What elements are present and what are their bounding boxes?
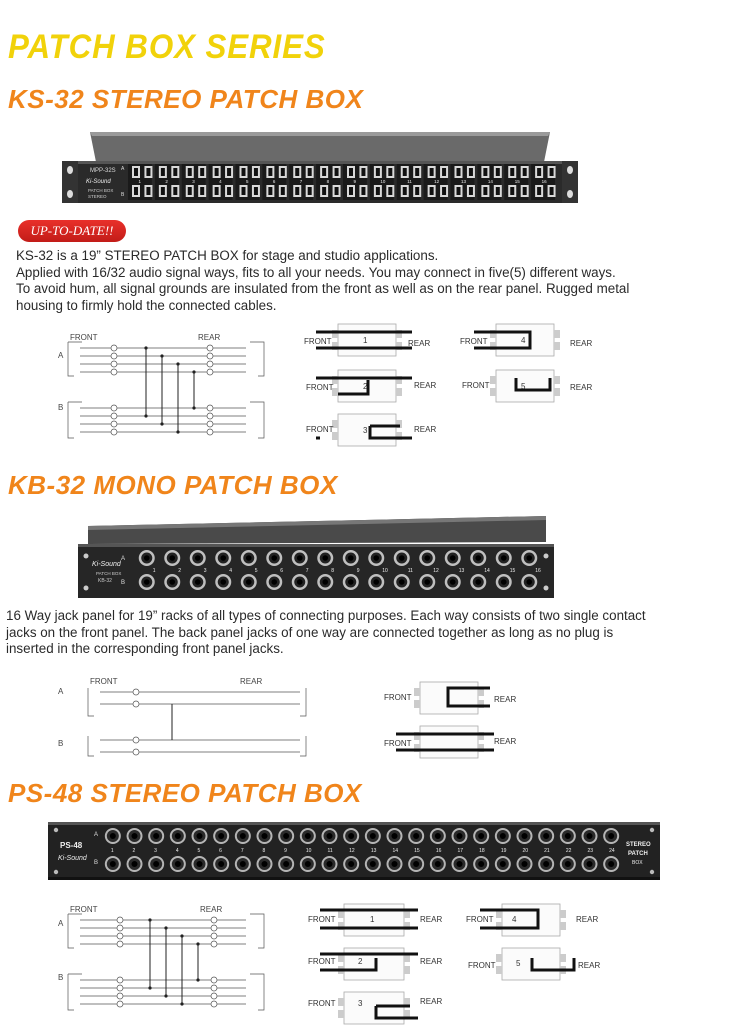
ks32-jack-hole: [173, 187, 177, 195]
ps48-jack-hole: [305, 833, 311, 839]
ks32-jack-hole: [227, 168, 231, 176]
ps48-channel-number: 7: [240, 848, 244, 854]
ks32-jack-hole: [308, 168, 312, 176]
kb32-jack-hole: [373, 579, 379, 585]
ks32-jack-hole: [388, 168, 392, 176]
kb32-jack-hole: [246, 579, 252, 585]
ks32-panel-model: MPP-32S: [90, 168, 116, 174]
ks32-mode1-rear: REAR: [408, 339, 431, 348]
ks32-channel-number: 13: [460, 179, 466, 184]
ks32-jack-hole: [281, 187, 285, 195]
kb32-schem-b: B: [58, 739, 64, 748]
ps48-channel-number: 12: [349, 848, 355, 854]
ps48-channel-number: 17: [457, 848, 464, 854]
ks32-mode4-front: FRONT: [460, 337, 488, 346]
kb32-jack-hole: [169, 555, 175, 561]
ks32-mode4-num: 4: [521, 336, 526, 345]
ps48-schem-front: FRONT: [70, 905, 98, 914]
ps48-jack-hole: [500, 861, 506, 867]
ks32-mode3-num: 3: [363, 426, 368, 435]
ks32-jack-hole: [227, 187, 231, 195]
kb32-channel-number: 3: [203, 568, 207, 574]
ks32-mode1-num: 1: [363, 336, 368, 345]
ps48-panel-model: PS-48: [60, 841, 83, 850]
ks32-jack-hole: [335, 187, 339, 195]
ps48-schem-rear: REAR: [200, 905, 223, 914]
ps48-jack-hole: [370, 833, 376, 839]
ks32-channel-number: 15: [514, 179, 520, 184]
ks32-channel-number: 5: [245, 179, 249, 184]
kb32-desc-line1: 16 Way jack panel for 19” racks of all types of connecting purposes. Each way consists of two single contact: [6, 608, 646, 623]
ps48-jack-hole: [392, 833, 398, 839]
ks32-schematic: [50, 330, 280, 445]
ks32-jack-hole: [308, 187, 312, 195]
kb32-panel-brand: Ki-Sound: [92, 561, 121, 568]
ps48-channel-number: 5: [197, 848, 201, 854]
ps48-mode1-rear: REAR: [420, 915, 443, 924]
ks32-jack-hole: [242, 168, 246, 176]
ks32-jack-hole: [415, 168, 419, 176]
ks32-channel-number: 1: [138, 179, 141, 184]
ps48-jack-hole: [543, 833, 549, 839]
ps48-channel-number: 18: [479, 848, 485, 854]
kb32-connection-modes: [380, 676, 540, 766]
ps48-jack-hole: [110, 861, 116, 867]
kb32-jack-hole: [475, 579, 481, 585]
ps48-jack-hole: [522, 861, 528, 867]
kb32-jack-hole: [271, 555, 277, 561]
ks32-jack-hole: [146, 168, 150, 176]
ks32-panel-brand: Ki-Sound: [86, 179, 111, 185]
ps48-jack-hole: [240, 861, 246, 867]
ks32-jack-hole: [161, 168, 165, 176]
ps48-channel-number: 23: [587, 848, 594, 854]
kb32-description: [6, 608, 726, 658]
ks32-connection-modes: [300, 318, 610, 448]
ks32-schem-rear: REAR: [198, 333, 221, 342]
ps48-jack-hole: [262, 861, 268, 867]
ks32-jack-hole: [188, 168, 192, 176]
ks32-jack-hole: [146, 187, 150, 195]
ks32-jack-hole: [295, 187, 299, 195]
kb32-jack-hole: [348, 555, 354, 561]
up-to-date-badge: UP-TO-DATE!!: [18, 220, 126, 242]
ps48-panel-right3: BOX: [632, 860, 643, 866]
ks32-panel-image: [60, 128, 580, 206]
ks32-row-a: A: [121, 166, 125, 172]
ps48-jack-hole: [587, 861, 593, 867]
kb32-schem-a: A: [58, 687, 64, 696]
ks32-jack-hole: [188, 187, 192, 195]
ks32-jack-hole: [415, 187, 419, 195]
ks32-jack-hole: [550, 187, 554, 195]
ps48-channel-number: 16: [435, 848, 442, 854]
ks32-panel-sub2: STEREO: [88, 194, 107, 199]
ps48-row-a: A: [94, 832, 99, 838]
kb32-title: KB-32 MONO PATCH BOX: [8, 470, 338, 500]
ks32-jack-hole: [510, 168, 514, 176]
ks32-mode2-num: 2: [363, 382, 368, 391]
ks32-jack-hole: [134, 187, 138, 195]
ks32-jack-hole: [510, 187, 514, 195]
ps48-jack-hole: [478, 833, 484, 839]
kb32-panel-sub: PATCH BOX: [96, 571, 122, 576]
ps48-jack-hole: [132, 833, 138, 839]
ks32-mode5-rear: REAR: [570, 383, 593, 392]
ps48-jack-hole: [327, 861, 333, 867]
ks32-jack-hole: [457, 187, 461, 195]
ks32-jack-hole: [361, 187, 365, 195]
kb32-jack-hole: [195, 555, 201, 561]
ks32-jack-hole: [376, 187, 380, 195]
ks32-jack-hole: [457, 168, 461, 176]
kb32-jack-hole: [501, 579, 507, 585]
ps48-jack-hole: [413, 861, 419, 867]
ps48-jack-hole: [132, 861, 138, 867]
ps48-mode5-rear: REAR: [578, 961, 601, 970]
kb32-channel-number: 11: [407, 568, 413, 574]
kb32-jack-hole: [526, 579, 532, 585]
ps48-channel-number: 10: [305, 848, 312, 854]
ks32-jack-hole: [430, 187, 434, 195]
ks32-jack-hole: [215, 168, 219, 176]
ks32-channel-number: 9: [353, 179, 356, 184]
ps48-jack-hole: [608, 833, 614, 839]
kb32-jack-hole: [322, 555, 328, 561]
kb32-jack-hole: [475, 555, 481, 561]
kb32-jack-hole: [399, 579, 405, 585]
kb32-schematic: [50, 676, 320, 758]
ks32-jack-hole: [483, 168, 487, 176]
ps48-jack-hole: [565, 833, 571, 839]
ps48-jack-hole: [153, 833, 159, 839]
ks32-channel-number: 12: [434, 179, 440, 184]
ps48-channel-number: 4: [175, 848, 179, 854]
ks32-jack-hole: [442, 187, 446, 195]
kb32-channel-number: 10: [382, 568, 388, 574]
ps48-mode2-num: 2: [358, 957, 363, 966]
ks32-row-b: B: [121, 192, 125, 198]
ps48-jack-hole: [370, 861, 376, 867]
ps48-jack-hole: [348, 861, 354, 867]
kb32-schem-front: FRONT: [90, 677, 118, 686]
ps48-mode3-front: FRONT: [308, 999, 336, 1008]
kb32-panel-image: [76, 514, 556, 600]
ps48-jack-hole: [478, 861, 484, 867]
ps48-jack-hole: [262, 833, 268, 839]
kb32-schem-rear: REAR: [240, 677, 263, 686]
ks32-panel-sub1: PATCH BOX: [88, 188, 114, 193]
kb32-jack-hole: [450, 555, 456, 561]
ps48-jack-hole: [392, 861, 398, 867]
kb32-mode1-rear: REAR: [494, 695, 517, 704]
ks32-jack-hole: [523, 187, 527, 195]
ps48-mode4-front: FRONT: [466, 915, 494, 924]
kb32-channel-number: 2: [178, 568, 182, 574]
ks32-jack-hole: [496, 168, 500, 176]
ks32-mode4-rear: REAR: [570, 339, 593, 348]
kb32-channel-number: 16: [535, 568, 541, 574]
ps48-channel-number: 21: [544, 848, 550, 854]
kb32-jack-hole: [297, 555, 303, 561]
ps48-channel-number: 1: [110, 848, 114, 854]
ps48-mode5-num: 5: [516, 959, 521, 968]
ps48-row-b: B: [94, 860, 99, 866]
ks32-channel-number: 7: [299, 179, 303, 184]
kb32-row-a: A: [121, 556, 126, 562]
kb32-channel-number: 12: [433, 568, 439, 574]
ps48-jack-hole: [283, 833, 289, 839]
ks32-mode3-front: FRONT: [306, 425, 334, 434]
ps48-jack-hole: [435, 833, 441, 839]
kb32-jack-hole: [246, 555, 252, 561]
ks32-jack-hole: [254, 187, 258, 195]
ps48-jack-hole: [240, 833, 246, 839]
ks32-jack-hole: [268, 168, 272, 176]
ks32-jack-hole: [322, 168, 326, 176]
ks32-mode5-front: FRONT: [462, 381, 490, 390]
kb32-jack-hole: [144, 579, 150, 585]
ps48-jack-hole: [110, 833, 116, 839]
ks32-channel-number: 14: [487, 179, 493, 184]
ks32-jack-hole: [361, 168, 365, 176]
ks32-jack-hole: [483, 187, 487, 195]
ps48-jack-hole: [197, 861, 203, 867]
ps48-schematic: [50, 902, 280, 1017]
series-title: PATCH BOX SERIES: [8, 28, 326, 66]
kb32-channel-number: 6: [280, 568, 284, 574]
ps48-jack-hole: [218, 833, 224, 839]
kb32-jack-hole: [424, 555, 430, 561]
ps48-mode1-front: FRONT: [308, 915, 336, 924]
ps48-schem-a: A: [58, 919, 64, 928]
ps48-panel-image: [48, 820, 660, 882]
ps48-channel-number: 20: [522, 848, 529, 854]
ps48-mode3-num: 3: [358, 999, 363, 1008]
kb32-jack-hole: [399, 555, 405, 561]
ks32-title: KS-32 STEREO PATCH BOX: [8, 84, 364, 114]
ps48-jack-hole: [175, 861, 181, 867]
ks32-jack-hole: [388, 187, 392, 195]
kb32-jack-hole: [220, 579, 226, 585]
ks32-desc-line2: Applied with 16/32 audio signal ways, fits to all your needs. You may connect in five(5) different ways.: [16, 264, 616, 280]
ps48-jack-hole: [522, 833, 528, 839]
kb32-jack-hole: [348, 579, 354, 585]
kb32-jack-hole: [450, 579, 456, 585]
ks32-jack-hole: [442, 168, 446, 176]
ps48-jack-hole: [175, 833, 181, 839]
kb32-jack-hole: [271, 579, 277, 585]
ps48-jack-hole: [197, 833, 203, 839]
ps48-jack-hole: [500, 833, 506, 839]
ks32-description: [16, 248, 726, 314]
ks32-jack-hole: [281, 168, 285, 176]
ps48-jack-hole: [305, 861, 311, 867]
kb32-channel-number: 1: [152, 568, 156, 574]
kb32-mode2-rear: REAR: [494, 737, 517, 746]
ps48-jack-hole: [565, 861, 571, 867]
ks32-jack-hole: [430, 168, 434, 176]
kb32-jack-hole: [169, 579, 175, 585]
ks32-jack-hole: [469, 168, 473, 176]
ks32-channel-number: 16: [541, 179, 547, 184]
ks32-jack-hole: [161, 187, 165, 195]
kb32-channel-number: 4: [229, 568, 233, 574]
ks32-jack-hole: [134, 168, 138, 176]
kb32-channel-number: 14: [484, 568, 490, 574]
ks32-jack-hole: [523, 168, 527, 176]
ks32-jack-hole: [322, 187, 326, 195]
kb32-panel-model: KB-32: [98, 578, 112, 584]
ps48-channel-number: 2: [132, 848, 136, 854]
kb32-desc-line3: inserted in the corresponding front panel jacks.: [6, 641, 284, 656]
ks32-desc-line1: KS-32 is a 19” STEREO PATCH BOX for stage and studio applications.: [16, 248, 439, 263]
ks32-jack-hole: [254, 168, 258, 176]
ks32-channel-number: 10: [380, 179, 386, 184]
kb32-channel-number: 7: [305, 568, 309, 574]
ps48-channel-number: 13: [370, 848, 377, 854]
ps48-mode2-rear: REAR: [420, 957, 443, 966]
ps48-channel-number: 3: [154, 848, 157, 854]
ps48-mode4-num: 4: [512, 915, 517, 924]
ks32-jack-hole: [215, 187, 219, 195]
ks32-channel-number: 8: [326, 179, 330, 184]
ks32-mode1-front: FRONT: [304, 337, 332, 346]
ps48-panel-brand: Ki-Sound: [58, 855, 87, 862]
kb32-channel-number: 9: [356, 568, 360, 574]
ks32-mode3-rear: REAR: [414, 425, 437, 434]
ks32-jack-hole: [200, 168, 204, 176]
ps48-mode1-num: 1: [370, 915, 375, 924]
ks32-mode2-rear: REAR: [414, 381, 437, 390]
ps48-schem-b: B: [58, 973, 64, 982]
kb32-channel-number: 5: [254, 568, 258, 574]
ks32-jack-hole: [349, 187, 353, 195]
ps48-channel-number: 9: [284, 848, 287, 854]
ks32-jack-hole: [537, 187, 541, 195]
ks32-mode2-front: FRONT: [306, 383, 334, 392]
ps48-mode3-rear: REAR: [420, 997, 443, 1006]
kb32-jack-hole: [220, 555, 226, 561]
kb32-desc-line2: jacks on the front panel. The back panel jacks of one way are connected together as long as no plug is: [6, 624, 614, 640]
kb32-jack-hole: [501, 555, 507, 561]
kb32-jack-hole: [297, 579, 303, 585]
ps48-jack-hole: [348, 833, 354, 839]
ks32-jack-hole: [537, 168, 541, 176]
ps48-jack-hole: [327, 833, 333, 839]
kb32-jack-hole: [322, 579, 328, 585]
kb32-channel-number: 8: [331, 568, 335, 574]
ks32-jack-hole: [469, 187, 473, 195]
kb32-jack-hole: [144, 555, 150, 561]
kb32-jack-hole: [373, 555, 379, 561]
ps48-jack-hole: [457, 861, 463, 867]
ks32-jack-hole: [242, 187, 246, 195]
ps48-jack-hole: [153, 861, 159, 867]
ps48-channel-number: 19: [500, 848, 507, 854]
ps48-jack-hole: [435, 861, 441, 867]
ps48-jack-hole: [413, 833, 419, 839]
ks32-jack-hole: [335, 168, 339, 176]
ks32-jack-hole: [550, 168, 554, 176]
ks32-jack-hole: [376, 168, 380, 176]
ps48-panel-right2: PATCH: [628, 851, 648, 857]
ps48-mode5-front: FRONT: [468, 961, 496, 970]
ks32-jack-hole: [268, 187, 272, 195]
ps48-mode2-front: FRONT: [308, 957, 336, 966]
ps48-channel-number: 6: [219, 848, 222, 854]
kb32-row-b: B: [121, 580, 126, 586]
ks32-channel-number: 11: [407, 179, 412, 184]
ps48-jack-hole: [587, 833, 593, 839]
ks32-schem-a: A: [58, 351, 64, 360]
ps48-jack-hole: [283, 861, 289, 867]
ks32-schem-front: FRONT: [70, 333, 98, 342]
ps48-jack-hole: [457, 833, 463, 839]
ps48-connection-modes: [306, 898, 606, 1030]
ks32-channel-number: 4: [219, 179, 222, 184]
ks32-jack-hole: [295, 168, 299, 176]
ks32-jack-hole: [496, 187, 500, 195]
kb32-mode2-front: FRONT: [384, 739, 412, 748]
ps48-channel-number: 15: [414, 848, 420, 854]
ps48-channel-number: 24: [609, 848, 615, 854]
kb32-channel-number: 15: [509, 568, 516, 574]
ks32-desc-line3: To avoid hum, all signal grounds are insulated from the front as well as on the rear panel. Rugged metal: [16, 281, 630, 296]
ps48-channel-number: 11: [327, 848, 333, 854]
ps48-jack-hole: [218, 861, 224, 867]
ps48-jack-hole: [543, 861, 549, 867]
kb32-jack-hole: [526, 555, 532, 561]
ks32-jack-hole: [403, 168, 407, 176]
ks32-desc-line4: housing to firmly hold the connected cables.: [16, 297, 277, 313]
ps48-title: PS-48 STEREO PATCH BOX: [8, 778, 362, 808]
ks32-channel-number: 6: [272, 179, 276, 184]
ps48-panel-right1: STEREO: [626, 842, 651, 848]
ks32-jack-hole: [173, 168, 177, 176]
ps48-channel-number: 14: [392, 848, 399, 854]
ks32-channel-number: 3: [192, 179, 195, 184]
kb32-jack-hole: [195, 579, 201, 585]
ks32-channel-number: 2: [165, 179, 168, 184]
kb32-jack-hole: [424, 579, 430, 585]
ps48-mode4-rear: REAR: [576, 915, 599, 924]
kb32-mode1-front: FRONT: [384, 693, 412, 702]
ps48-channel-number: 8: [262, 848, 266, 854]
ps48-channel-number: 22: [565, 848, 572, 854]
ks32-jack-hole: [349, 168, 353, 176]
ks32-mode5-num: 5: [521, 382, 526, 391]
ps48-jack-hole: [608, 861, 614, 867]
ks32-jack-hole: [200, 187, 204, 195]
ks32-jack-hole: [403, 187, 407, 195]
ks32-schem-b: B: [58, 403, 64, 412]
kb32-channel-number: 13: [458, 568, 465, 574]
